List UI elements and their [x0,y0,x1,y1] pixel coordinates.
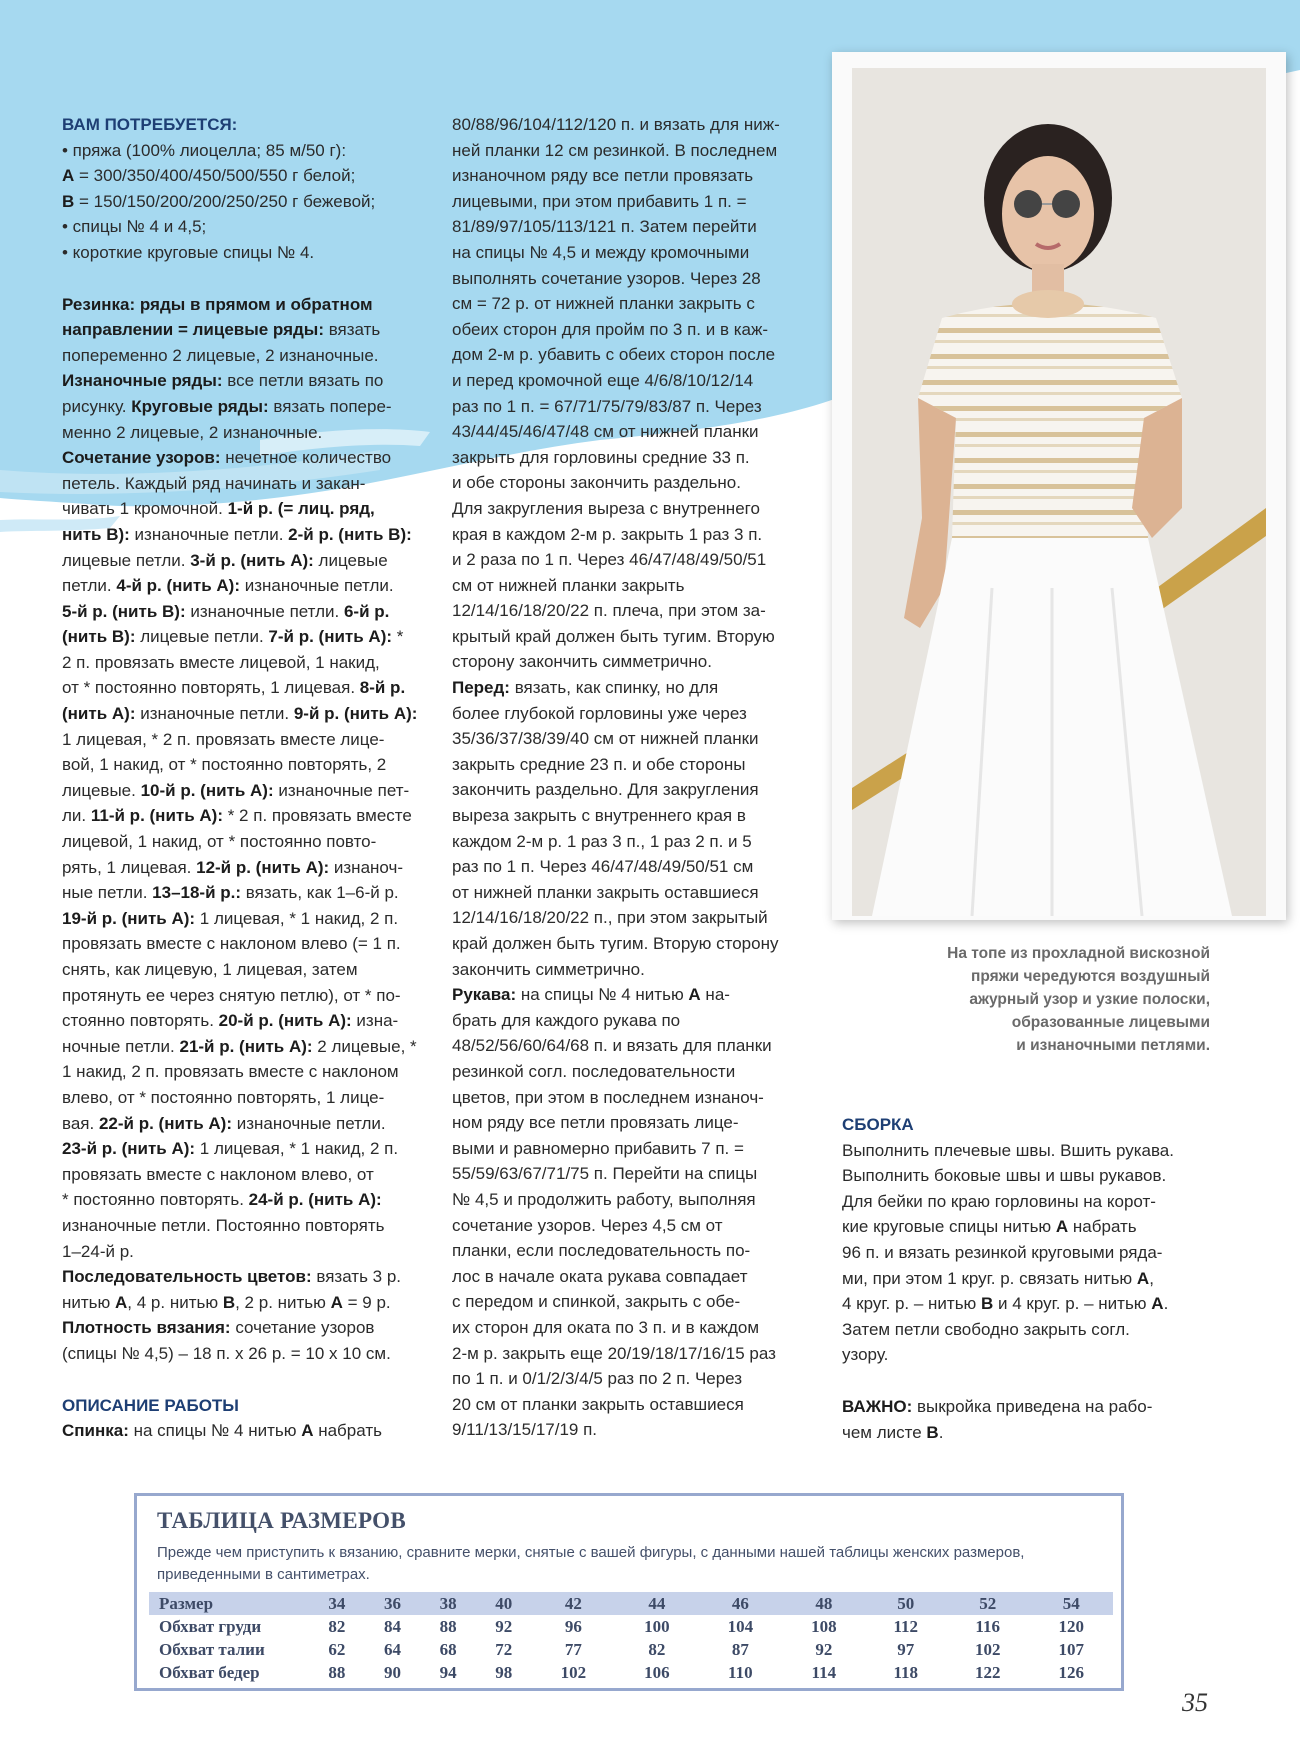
size-header-cell: 50 [866,1592,946,1615]
text-line: вой, 1 накид, от * постоянно повторять, 2 [62,755,387,775]
table-cell: 116 [975,1616,1000,1636]
text-line: ней планки 12 см резинкой. В последнем [452,140,778,160]
text-line: 19-й р. (нить А): 1 лицевая, * 1 накид, 2 п. [62,908,399,928]
text-line: ном ряду все петли провязать лице- [452,1113,739,1133]
text-line: ли. 11-й р. (нить А): * 2 п. провязать вместе [62,806,412,826]
important-note [842,1394,1222,1445]
caption-text [880,942,1210,1057]
text-line: Последовательность цветов: вязать 3 р. [62,1267,402,1287]
size-header-cell: 34 [309,1592,365,1615]
column-instructions [452,112,822,1443]
bold-run: Круговые ряды: [131,396,269,416]
table-cell: 106 [644,1662,670,1682]
assembly-text [842,1138,1222,1368]
text-line: рисунку. Круговые ряды: вязать попере- [62,396,392,416]
table-cell: 68 [439,1639,457,1659]
text-line: 12/14/16/18/20/22 п. плеча, при этом за- [452,601,766,621]
text-line: раз по 1 п. = 67/71/75/79/83/87 п. Через [452,396,762,416]
bold-run: В [981,1294,994,1314]
text-line: провязать вместе с наклоном влево (= 1 п. [62,934,401,954]
bold-run: 6-й р. [343,601,390,621]
size-header-row [149,1592,1113,1615]
table-row [149,1638,1113,1661]
text-line: 1 лицевая, * 2 п. провязать вместе лице- [62,729,385,749]
column-assembly [842,1112,1222,1445]
bold-run: направлении = лицевые ряды: [62,320,324,340]
text-line: Для закругления выреза с внутреннего [452,498,760,518]
text-line: петли. 4-й р. (нить А): изнаночные петли. [62,576,394,596]
text-line: 2-м р. закрыть еще 20/19/18/17/16/15 раз [452,1343,776,1363]
text-line: более глубокой горловины уже через [452,703,747,723]
bold-run: Перед: [452,678,510,698]
row-label: Обхват бедер [159,1662,260,1682]
text-line: выреза закрыть с внутреннего края в [452,806,746,826]
needs-list [62,138,432,266]
table-cell: 96 [564,1616,582,1636]
bold-run: 2-й р. (нить В): [288,524,412,544]
text-line: провязать вместе с наклоном влево, от [62,1164,374,1184]
text-line: крытый край должен быть тугим. Вторую [452,626,775,646]
text-line: нить В): изнаночные петли. 2-й р. (нить В): [62,524,412,544]
table-cell: 120 [1058,1616,1084,1636]
text-line: лицевой, 1 накид, от * постоянно повто- [62,832,377,852]
text-line: Плотность вязания: сочетание узоров [62,1318,375,1338]
bold-run: 11-й р. (нить А): [90,806,223,826]
text-line: и изнаночными петлями. [1016,1037,1210,1054]
bold-run: А [330,1292,343,1312]
text-line: образованные лицевыми [1011,1014,1210,1031]
size-header-cell: 42 [532,1592,615,1615]
bold-run: А [1055,1217,1069,1237]
table-cell: 102 [560,1662,587,1682]
bold-run: 23-й р. (нить А): [62,1139,196,1159]
size-table-title: ТАБЛИЦА РАЗМЕРОВ [157,1508,406,1533]
text-line: узору. [842,1345,889,1365]
text-line: 55/59/63/67/71/75 п. Перейти на спицы [452,1164,758,1184]
table-cell: 107 [1058,1639,1084,1659]
table-cell: 87 [731,1639,749,1659]
bold-run: 5-й р. (нить В): [62,601,186,621]
text-line: 1 накид, 2 п. провязать вместе с наклоном [62,1062,399,1082]
text-line: направлении = лицевые ряды: вязать [62,320,381,340]
table-cell: 98 [495,1662,513,1682]
table-cell: 112 [893,1616,919,1636]
text-line: планки, если последовательность по- [452,1241,751,1261]
bold-run: ВАЖНО: [842,1396,913,1416]
text-line: 81/89/97/105/113/121 п. Затем перейти [452,217,757,237]
table-cell: 62 [328,1639,346,1659]
text-line: * постоянно повторять. 24-й р. (нить А): [62,1190,382,1210]
work-heading: ОПИСАНИЕ РАБОТЫ [62,1395,239,1415]
text-line: стоянно повторять. 20-й р. (нить А): изна- [62,1011,399,1031]
column-materials-pattern [62,112,432,1444]
text-line: закончить симметрично. [452,959,645,979]
text-line: нитью А, 4 р. нитью В, 2 р. нитью А = 9 р. [62,1292,391,1312]
bold-run: В [222,1292,236,1312]
text-line: снять, как лицевую, 1 лицевая, затем [62,960,358,979]
bold-run: 13–18-й р.: [152,883,242,903]
text-line: и перед кромочной еще 4/6/8/10/12/14 [452,370,754,390]
table-cell: 94 [439,1662,457,1682]
text-line: • пряжа (100% лиоцелла; 85 м/50 г): [62,140,347,160]
text-line: лицевыми, при этом прибавить 1 п. = [452,191,747,211]
text-line: Выполнить боковые швы и швы рукавов. [842,1166,1167,1186]
table-row [149,1661,1113,1684]
text-line: края в каждом 2-м р. закрыть 1 раз 3 п. [452,524,763,544]
text-line: с передом и спинкой, закрыть с обе- [452,1292,741,1312]
table-row [149,1615,1113,1638]
row-label: Обхват груди [159,1616,262,1636]
text-line: пряжи чередуются воздушный [970,968,1210,985]
text-line: (нить В): лицевые петли. 7-й р. (нить А): * [62,627,404,647]
text-line: 5-й р. (нить В): изнаночные петли. 6-й р. [62,601,390,621]
work-description [62,1418,432,1444]
text-line: лицевые петли. 3-й р. (нить А): лицевые [62,550,388,570]
text-line: 4 круг. р. – нитью В и 4 круг. р. – нитью А. [842,1294,1169,1314]
model-photo [852,68,1266,916]
text-line: рять, 1 лицевая. 12-й р. (нить А): изнаноч- [62,857,404,877]
bold-run: А [688,985,701,1005]
text-line: 12/14/16/18/20/22 п., при этом закрытый [452,908,768,928]
table-cell: 108 [811,1616,837,1636]
text-line: ВАЖНО: выкройка приведена на рабо- [842,1396,1153,1416]
text-line: Рукава: на спицы № 4 нитью А на- [452,985,730,1005]
text-line: закрыть средние 23 п. и обе стороны [452,754,746,774]
text-line: 2 п. провязать вместе лицевой, 1 накид, [62,652,380,672]
bold-run: 7-й р. (нить А): [268,627,393,647]
text-line: Для бейки по краю горловины на корот- [842,1191,1156,1211]
text-line: 1–24-й р. [62,1241,134,1261]
bold-run: 10-й р. (нить А): [140,780,274,800]
size-table-intro: Прежде чем приступить к вязанию, сравните мерки, снятые с вашей фигуры, с данными нашей таблицы женских размеров, приведенными в сантиметрах. [157,1544,1025,1583]
bold-run: 21-й р. (нить А): [179,1036,313,1056]
text-line: и обе стороны закончить раздельно. [452,473,741,493]
text-line: по 1 п. и 0/1/2/3/4/5 раз по 2 п. Через [452,1369,743,1389]
photo-frame [832,52,1286,920]
bold-run: Спинка: [62,1421,129,1441]
bold-run: В [926,1422,939,1442]
bold-run: Плотность вязания: [62,1318,231,1338]
bold-run: 19-й р. (нить А): [62,908,196,928]
table-cell: 82 [328,1616,346,1636]
text-line: их сторон для оката по 3 п. и в каждом [452,1317,760,1337]
table-cell: 88 [439,1616,457,1636]
text-line: 48/52/56/60/64/68 п. и вязать для планки [452,1036,772,1056]
text-line: сторону закончить симметрично. [452,652,712,672]
text-line: кие круговые спицы нитью А набрать [842,1217,1137,1237]
table-cell: 100 [644,1616,670,1636]
size-header-cell: 36 [365,1592,421,1615]
size-header-cell: 52 [946,1592,1029,1615]
text-line: Затем петли свободно закрыть согл. [842,1319,1130,1339]
table-cell: 102 [974,1639,1001,1659]
bold-run: Рукава: [452,985,517,1005]
text-line: № 4,5 и продолжить работу, выполняя [452,1189,756,1209]
bold-run: 22-й р. (нить А): [98,1113,233,1133]
assembly-heading: СБОРКА [842,1115,914,1134]
text-line: вая. 22-й р. (нить А): изнаночные петли. [62,1113,386,1133]
text-line: • короткие круговые спицы № 4. [62,242,315,262]
photo-caption [880,942,1210,1057]
text-line: выполнять сочетание узоров. Через 28 [452,268,761,288]
size-header-cell: 54 [1029,1592,1113,1615]
text-line: • спицы № 4 и 4,5; [62,217,207,237]
text-line: А = 300/350/400/450/500/550 г белой; [62,166,356,186]
text-line: 9/11/13/15/17/19 п. [452,1420,598,1440]
row-label: Обхват талии [159,1639,265,1659]
text-line: Выполнить плечевые швы. Вшить рукава. [842,1140,1174,1160]
text-line: 80/88/96/104/112/120 п. и вязать для ниж- [452,115,780,134]
table-cell: 72 [495,1639,513,1659]
size-header-cell: 38 [420,1592,476,1615]
text-line: изнаночные петли. Постоянно повторять [62,1215,385,1235]
text-line: ные петли. 13–18-й р.: вязать, как 1–6-й р. [62,883,399,903]
text-line: ночные петли. 21-й р. (нить А): 2 лицевые, * [62,1036,417,1056]
needs-heading: ВАМ ПОТРЕБУЕТСЯ: [62,115,238,134]
text-line: влево, от * постоянно повторять, 1 лице- [62,1087,385,1107]
bold-run: нить В): [62,524,130,544]
bold-run: Сочетание узоров: [62,448,221,468]
bold-run: 20-й р. (нить А): [218,1011,352,1031]
size-header-cell: 40 [476,1592,532,1615]
page-number: 35 [1182,1688,1208,1717]
text-line: чивать 1 кромочной. 1-й р. (= лиц. ряд, [62,499,375,519]
table-cell: 92 [495,1616,513,1636]
text-line: от * постоянно повторять, 1 лицевая. 8-й р. [62,678,406,698]
bold-run: 9-й р. (нить А): [293,704,418,724]
text-line: протянуть ее через снятую петлю), от * по- [62,985,401,1005]
text-line: лос в начале оката рукава совпадает [452,1266,748,1286]
text-line: каждом 2-м р. 1 раз 3 п., 1 раз 2 п. и 5 [452,831,752,851]
table-cell: 88 [328,1662,346,1682]
bold-run: 1-й р. (= лиц. ряд, [227,499,375,519]
text-line: лицевые. 10-й р. (нить А): изнаночные пет- [62,780,410,800]
text-line: На топе из прохладной вискозной [947,945,1210,962]
text-line: ажурный узор и узкие полоски, [969,991,1210,1008]
text-line: дом 2-м р. убавить с обеих сторон после [452,345,776,365]
text-line: брать для каждого рукава по [452,1010,681,1030]
bold-run: 3-й р. (нить А): [190,550,314,570]
size-header-cell: 44 [615,1592,698,1615]
text-line: 35/36/37/38/39/40 см от нижней планки [452,729,759,749]
table-cell: 77 [564,1639,582,1659]
table-cell: 122 [974,1662,1001,1682]
text-line: (нить А): изнаночные петли. 9-й р. (нить А): [62,704,418,724]
bold-run: А [115,1292,128,1312]
text-line: 20 см от планки закрыть оставшиеся [452,1394,744,1414]
text-line: резинкой согл. последовательности [452,1061,736,1081]
text-line: выми и равномерно прибавить 7 п. = [452,1138,744,1158]
bold-run: 24-й р. (нить А): [248,1190,382,1210]
bold-run: 12-й р. (нить А): [196,857,330,877]
text-line: 96 п. и вязать резинкой круговыми рядa- [842,1242,1163,1262]
bold-run: А [62,166,75,186]
pattern-description [62,292,432,1367]
bold-run: А [1136,1268,1150,1288]
text-line: Изнаночные ряды: все петли вязать по [62,371,384,391]
size-header-cell: 48 [782,1592,865,1615]
size-header-cell: 46 [699,1592,782,1615]
text-line [62,292,432,318]
text-line: закончить раздельно. Для закругления [452,780,759,800]
instructions-text [452,112,822,1443]
text-line: см = 72 р. от нижней планки закрыть с [452,294,755,314]
text-line: Спинка: на спицы № 4 нитью А набрать [62,1421,382,1441]
table-cell: 114 [811,1662,837,1682]
table-cell: 126 [1058,1662,1084,1682]
text-line: ми, при этом 1 круг. р. связать нитью А, [842,1268,1154,1288]
bold-run: Последовательность цветов: [62,1267,312,1287]
bold-run: Изнаночные ряды: [62,371,223,391]
table-cell: 84 [383,1616,401,1636]
table-cell: 104 [727,1616,754,1636]
size-header-label: Размер [149,1592,309,1615]
text-line: В = 150/150/200/200/250/250 г бежевой; [62,191,376,211]
text-line: Перед: вязать, как спинку, но для [452,678,719,698]
bold-run: Резинка: ряды в прямом и обратном [62,294,373,314]
bold-run: А [301,1421,314,1441]
text-line: 23-й р. (нить А): 1 лицевая, * 1 накид, 2 п. [62,1139,399,1159]
size-table [149,1592,1113,1684]
table-cell: 118 [893,1662,919,1682]
text-line: чем листе В. [842,1422,944,1442]
bold-run: (нить В): [62,627,136,647]
table-cell: 90 [383,1662,401,1682]
text-line: на спицы № 4,5 и между кромочными [452,242,750,262]
text-line: попеременно 2 лицевые, 2 изнаночные. [62,345,379,365]
bold-run: В [62,191,75,211]
text-line: цветов, при этом в последнем изнаноч- [452,1087,764,1107]
table-cell: 92 [815,1639,833,1659]
text-line: петель. Каждый ряд начинать и закан- [62,473,366,493]
text-line: раз по 1 п. Через 46/47/48/49/50/51 см [452,857,754,877]
text-line: закрыть для горловины средние 33 п. [452,447,750,467]
text-line: край должен быть тугим. Вторую сторону [452,934,779,953]
text-line: менно 2 лицевые, 2 изнаночные. [62,422,323,442]
bold-run: 4-й р. (нить А): [116,576,240,596]
text-line: сочетание узоров. Через 4,5 см от [452,1215,723,1235]
text-line: от нижней планки закрыть оставшиеся [452,882,759,902]
size-table-box [134,1493,1124,1691]
text-line: и 2 раза по 1 п. Через 46/47/48/49/50/51 [452,550,767,570]
text-line: изнаночном ряду все петли провязать [452,166,754,186]
table-cell: 64 [383,1639,401,1659]
text-line: Сочетание узоров: нечетное количество [62,448,392,468]
table-cell: 97 [897,1639,915,1659]
bold-run: 8-й р. [359,678,406,698]
text-line: 43/44/45/46/47/48 см от нижней планки [452,422,759,442]
text-line: обеих сторон для пройм по 3 п. и в каж- [452,319,769,339]
text-line: см от нижней планки закрыть [452,575,685,595]
text-line: (спицы № 4,5) – 18 п. х 26 р. = 10 х 10 см. [62,1343,391,1363]
bold-run: А [1151,1294,1164,1314]
table-cell: 82 [648,1639,666,1659]
bold-run: (нить А): [62,704,136,724]
table-cell: 110 [728,1662,753,1682]
